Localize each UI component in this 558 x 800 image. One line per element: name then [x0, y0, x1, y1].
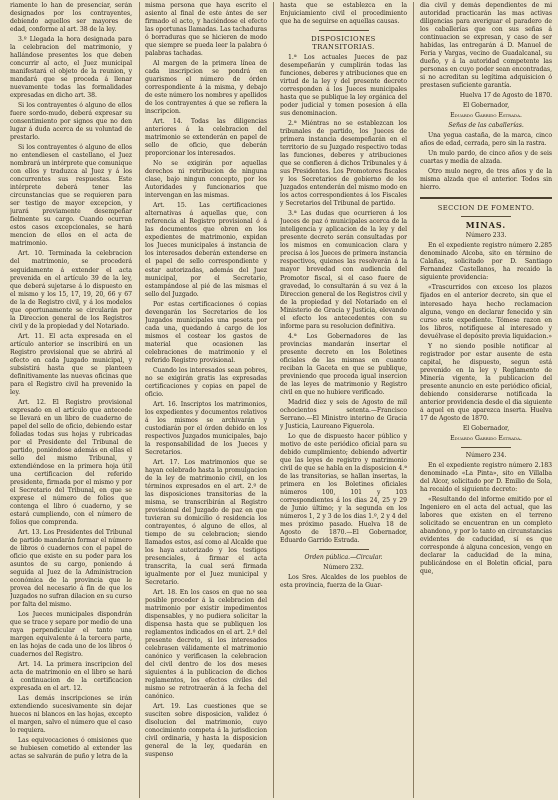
- paragraph: No se exigirán por aquellas derechos ni retribucion de ninguna clase, bajo ningun concepto, por los Autoridades y funcionarios que intervengan en las mismas.: [145, 160, 267, 200]
- notice-number: Número 233.: [465, 232, 507, 240]
- paragraph: 2.ª Miéntras no se establezcan los tribunales de partido, los Jueces de primera instancia desempeñarán en el territorio de su Juzgado respectivo todas las funciones, deberes y atribuciones que se confieren á dichos Tribunales y á sus Presidentes. Los Promotores fiscales y los Secretarios de gobierno de los Juzgados entenderán del mismo modo en los actos correspondientes á los Fiscales y Secretarios del Tribunal de partido.: [280, 120, 407, 208]
- paragraph: Una yegua castaña, de la marca, cinco años de edad, cerrada, pero sin la rastra.: [420, 132, 552, 148]
- date-line: Huelva 17 de Agosto de 1870.: [459, 92, 552, 100]
- section-divider: [461, 447, 511, 448]
- paragraph: dia civil y demás dependientes de mi autoridad practicarán las mas activas diligencias para averiguar el paradero de los caballerías que con sus señas á continuacion se expresan, y caso de ser habidas, las entregarán á D. Manuel de Feria y Vargas, vecino de Guadalcanal, su dueño, y á la autoridad competente las personas en cuyo poder sean encontradas, si no acreditan su legítima adquisicion ó prestasen suficiente garantía.: [420, 2, 552, 90]
- paragraph: Si los contrayentes ó alguno de ellos fuere sordo-mudo, deberá expresar su consentimiento por signos que no den lugar á duda acerca de su voluntad de prestarlo.: [10, 102, 132, 142]
- section-subheading: Orden pública.—Circular.: [304, 554, 383, 562]
- notice-number: Número 234.: [465, 451, 507, 459]
- column-rule: [273, 2, 274, 798]
- paragraph: Art. 11. El acta expresada en el artículo anterior se inscribirá en un Registro provisional que se abrirá al efecto en cada Juzgado municipal, y subsistirá hasta que se planteen definitivamente las nuevas oficinas que para el Registro civil ha prevenido la ley.: [10, 332, 132, 396]
- paragraph: En el expediente registro número 2.183 denominado «La Pinta», sito en Villalba del Alcor, solicitado por D. Emilio de Sola, ha recaido el siguiente decreto:: [420, 461, 552, 493]
- paragraph: Art. 13. Los Presidentes del Tribunal de partido mandarán formar el número de libros ó cuadernos con el papel de oficio que existe en su poder para los asuntos de su cargo, poniendo á seguida al Juez de la Administracion económica de la provincia que le provea del necesario á fin de que los Juzgados no sufran dilacion en su curso por falta del mismo.: [10, 529, 132, 609]
- section-heading: SECCION DE FOMENTO.: [437, 204, 535, 213]
- paragraph: Y no siendo posible notificar al registrador por estar ausente de esta capital, he dispuesto, segun está prevenido en la ley y Reglamento de Minería vigente, la publicacion del presente anuncio en este periódico oficial, debiendo considerarse notificada la anterior providencia desde el dia siguiente á aquel en que aparezca inserta. Huelva 17 de Agosto de 1870.: [420, 342, 552, 422]
- section-divider: [461, 216, 511, 217]
- paragraph: 1.ª Los actuales Jueces de paz desempeñarán y cumplirán todas las funciones, deberes y atribuciones que en virtud de la ley y del presente decreto corresponden á los Jueces municipales hasta que se publique la ley orgánica del poder judicial y tomen posesion á ella sus denominacion.: [280, 54, 407, 118]
- paragraph: 4.ª Los Gobernadores de las provincias mandarán insertar el presente decreto en los Boletines oficiales de las mismas en cuanto reciban la Gaceta en que se publique, previniendo que proceda igual insercion de las leyes de matrimonio y Registro civil en que no hubiere verificado.: [280, 332, 407, 396]
- paragraph: Por estas certificaciones ó copias devengarán los Secretarios de los Juzgados municipales una peseta por cada una, quedando á cargo de los mismos el costear los gastos de material que ocasionen las celebraciones de matrimonio y el referido Registro provisional.: [145, 300, 267, 364]
- paragraph: Art. 17. Los matrimonios que se hayan celebrado hasta la promulgacion de la ley de matrimonio civil, en los términos expresados en el art. 2.º de las disposiciones transitorias de la misma, se transcribirán al Registro provisional del Juzgado de paz en que tuvieran su domicilio ó residencia los contrayentes, ó alguno de ellos, al tiempo de su celebracion; siendo llamados estos, así como al Alcalde que los haya autorizado y los testigos presenciales, á firmar el acta transcrita, la cual será firmada igualmente por el Juez municipal y Secretario.: [145, 458, 267, 587]
- section-heading: DISPOSICIONES TRANSITORIAS.: [311, 35, 376, 52]
- column-1: [10, 2, 132, 798]
- paragraph: «Trascurridos con exceso los plazos fijados en el anterior decreto, sin que el interesado haya hecho reclamacion alguna, vengo en declarar fenecido y sin curso este expediente. Tómese razon en los libros, notifíquese al interesado y devuélvase el depósito previa liquidacion.»: [420, 284, 552, 340]
- paragraph: Art. 14. La primera inscripcion del acta de matrimonio en el libro se hará á continuacion de la certificacion expresada en el art. 12.: [10, 661, 132, 693]
- column-4: [420, 2, 552, 798]
- paragraph: En el expediente registro número 2.285 denominado Alcoba, sito en término de Calañas, solicitado por D. Santiago Fernandez Castellanos, ha recaido la siguiente providencia:: [420, 242, 552, 282]
- section-divider: [319, 30, 369, 31]
- section-subheading: Señas de las caballerías.: [448, 122, 524, 130]
- paragraph: «Resultando del informe emitido por el Ingeniero en el acta del actual, que las labores que existen en el terreno solicitado se encuentran en un completo abandono, y por lo tanto en circunstancias evidentes de caducidad, sí es que corresponde á alguna concesion, vengo en declarar la caducidad de la mina, publicándose en el Boletin oficial, para que,: [420, 495, 552, 575]
- paragraph: Art. 19. Las cuestiones que se susciten sobre disposicion, validez ó disolucion del matrimonio, cuyo conocimiento competa á la jurisdiccion civil ordinaria, y hasta la disposicion general de la ley, quedarán en suspenso: [145, 703, 267, 759]
- paragraph: misma persona que haya escrito el asiento al final de este ántes de ser firmado el acto, y haciéndose el efecto las oportunas llamadas. Las tachaduras ó borraduras que se hicieren de modo que siempre se pueda leer la palabra ó palabras tachadas.: [145, 2, 267, 58]
- paragraph: Art. 18. En los casos en que no sea posible proceder á la celebracion del matrimonio por existir impedimentos dispensables, y no pudiera solicitar la dispensa hasta que se publiquen los reglamentos indicados en el art. 2.º del presente decreto, si los interesados celebrasen válidamente el matrimonio canónico y verificasen la celebracion del civil dentro de los dos meses siguientes á la publicacion de dichos reglamentos, los efectos civiles del mismo se retrotraerán á la fecha del canónico.: [145, 589, 267, 701]
- section-divider: [319, 549, 369, 550]
- column-3: [280, 2, 407, 798]
- paragraph: hasta que se establezca en la Enjuiciamiento civil el procedimiento que ha de seguirse en aquellas causas.: [280, 2, 407, 26]
- column-rule: [139, 2, 140, 798]
- paragraph: riamente lo han de presenciar, serán designados por los contrayentes, debiendo aquellos ser mayores de edad, conforme al art. 38 de la ley.: [10, 2, 132, 34]
- paragraph: Un mulo pardo, de cinco años y de seis cuartas y media de alzada.: [420, 150, 552, 166]
- column-2: [145, 2, 267, 798]
- signature-name: Eduardo Garrido Estrada.: [450, 434, 522, 442]
- paragraph: Las equivocaciones ó omisiones que se hubiesen cometido al extender las actas se salvarán de puño y letra de la: [10, 737, 132, 761]
- paragraph: Los Jueces municipales dispondrán que se trace y separe por medio de una raya perpendicular el tanto una margen equivalente á la tercera parte, en las hojas de cada uno de los libros ó cuadernos del Registro.: [10, 611, 132, 659]
- signature-name: Eduardo Garrido Estrada.: [450, 112, 522, 120]
- paragraph: 3.ª Las dudas que ocurrieren á los Jueces de paz ó municipales acerca de la inteligencia y aplicacion de la ley y del presente decreto serán consultadas por los mismos en comunicacion clara y precisa á los Jueces de primera instancia respectivos, quienes las resolverán á la mayor brevedad con audiencia del Promotor fiscal, si el caso fuere de gravedad, lo consultarán á su vez á la Direccion general de los Registros civil y de la propiedad y del Notariado en el Ministerio de Gracia y Justicia, elevando el efecto los antecedentes con su informe para su resolucion definitiva.: [280, 210, 407, 330]
- paragraph: Los Sres. Alcaldes de los pueblos de esta provincia, fuerza de la Guar-: [280, 574, 407, 590]
- notice-number: Número 232.: [323, 564, 364, 572]
- section-title: MINAS.: [465, 220, 507, 231]
- paragraph: Al margen de la primera línea de cada inscripcion se pondrá en guarismos el número de órden correspondiente á la misma, y debajo de este número los nombres y apellidos de los contrayentes á que se refiera la inscripcion.: [145, 60, 267, 116]
- paragraph: Art. 12. El Registro provisional expresado en el artículo que antecede se llevará en un libro de cuaderno de papel del sello de oficio, debiendo estar foliadas todas sus hojas y rubricadas por el Presidente del Tribunal de partido, poniéndose además en ellas el sello del mismo Tribunal, y extendiéndose en la primera hoja útil una certificacion del referido presidente, firmada por el mismo y por el Secretario del Tribunal, en que se exprese el número de folios que contenga el libro ó cuaderno, y se estará cumpliendo, con el número de folios que comprenda.: [10, 398, 132, 526]
- paragraph: Madrid diez y seis de Agosto de mil ochocientos setenta.—Francisco Serrano.—El Ministro interino de Gracia y Justicia, Laureano Figuerola.: [280, 398, 407, 430]
- column-rule: [413, 2, 414, 798]
- paragraph: Art. 14. Todas las diligencias anteriores á la celebracion del matrimonio se extenderán en papel de sello de oficio, que deberán proporcionar los interesados.: [145, 118, 267, 158]
- paragraph: Art. 15. Las certificaciones alternativas á aquellas que, con referencia al Registro provisional ó á las documentos que obren en los expedientes de matrimonio, expidan los Jueces municipales á instancia de los interesados deberán extenderse en el papel de sello correspondiente y estar autorizadas, además del Juez municipal, por el Secretario, estampándose al pié de las mismas el sello del Juzgado.: [145, 202, 267, 298]
- signature-title: El Gobernador,: [462, 424, 510, 432]
- paragraph: Si los contrayentes ó alguno de ellos no entendiesen el castellano, el Juez nombrará un intérprete que comunique con ellos y traduzca al Juez y á los concurrentes sus respuestas. Este intérprete deberá tener las circunstancias que se requieren para ser testigo de mayor excepcion, y jurará previamente desempeñar fielmente su cargo. Cuando ocurran estos casos excepcionales, se hará mencion de ellos en el acta de matrimonio.: [10, 144, 132, 248]
- signature-title: El Gobernador,: [462, 102, 510, 110]
- paragraph: Cuando los interesados sean pobres, no se exigirán gratis las expresadas certificaciones y copias en papel de oficio.: [145, 366, 267, 398]
- paragraph: 3.º Llegada la hora designada para la celebracion del matrimonio, y hallándose presentes los que deben concurrir al acto, el Juez municipal manifestará el objeto de la reunion, y mandará que se proceda á llenar nuevamente todas las formalidades expresadas en dicho art. 38.: [10, 36, 132, 100]
- paragraph: Lo que de dispuesto hacer público y motivo de este periódico oficial para su debido cumplimiento; debiendo advertir que las leyes de registro y matrimonio civil de que se habla en la disposicion 4.ª de las transitorias, se hallan insertas, la primera en los Boletines oficiales números 100, 101 y 103 correspondientes á los dias 24, 25 y 29 de Junio último; y la segunda en los números 1, 2 y 3 de los dias 1.º, 2 y 4 del mes próximo pasado. Huelva 18 de Agosto de 1870.—El Gobernador, Eduardo Garrido Estrada.: [280, 432, 407, 544]
- paragraph: Otro mulo negro, de tres años y de la misma alzada que el anterior. Todos sin hierro.: [420, 168, 552, 192]
- paragraph: Las demás inscripciones se irán extendiendo sucesivamente sin dejar huecos ni blancos en las hojas, excepto el margen, salvo el número que el caso lo requiera.: [10, 695, 132, 735]
- paragraph: Art. 10. Terminada la celebracion del matrimonio, se procederá seguidamente á extender el acta prevenida en el artículo 39 de la ley, que deberá sujetarse á lo dispuesto en el mismo y los 15, 17, 19, 20, 66 y 67 de la de Registro civil, y á los modelos que oportunamente se circularán por la Direccion general de los Registros civil y de la propiedad y del Notariado.: [10, 250, 132, 330]
- paragraph: Art. 16. Inscriptos los matrimonios, los expedientes y documentos relativos á los mismos se archivarán y custodiarán por el órden debido en los respectivos Juzgados municipales, bajo la responsabilidad de los Jueces y Secretarios.: [145, 400, 267, 456]
- section-rule: [420, 197, 552, 199]
